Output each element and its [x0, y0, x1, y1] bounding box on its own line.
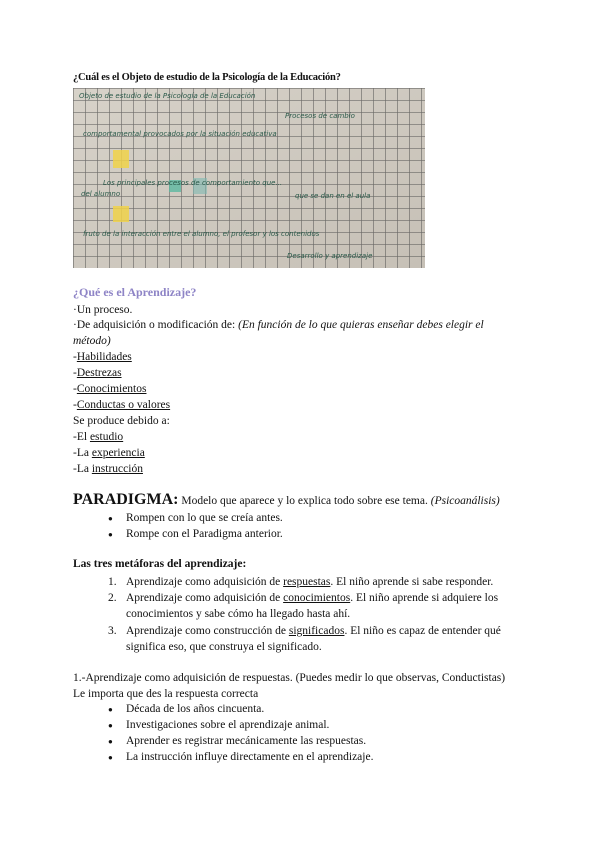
learning-line: método) [73, 335, 111, 347]
section1-bullet: ● La instrucción influye directamente en el aprendizaje. [108, 751, 355, 763]
section1-bullet: ● Investigaciones sobre el aprendizaje animal. [108, 719, 311, 731]
learning-cause: -La instrucción [73, 463, 143, 475]
section1-sub: Le importa que des la respuesta correcta [73, 688, 259, 700]
photo-line: que se dan en el aula [295, 192, 371, 200]
learning-item: -Destrezas [73, 367, 122, 379]
photo-line: Objeto de estudio de la Psicología de la Educación [79, 92, 256, 100]
photo-line: Los principales procesos de comportamiento que... [103, 179, 283, 187]
learning-cause: -La experiencia [73, 447, 145, 459]
photo-line: comportamental provocados por la situación educativa [83, 130, 277, 138]
learning-item: -Habilidades [73, 351, 132, 363]
question-heading-object: ¿Cuál es el Objeto de estudio de la Psicología de la Educación? [73, 72, 341, 83]
photo-line: del alumno [81, 190, 121, 198]
learning-due: Se produce debido a: [73, 415, 170, 427]
section1-bullet: ● Década de los años cincuenta. [108, 703, 246, 715]
learning-line: ·Un proceso. [73, 304, 133, 316]
section1-title: 1.-Aprendizaje como adquisición de respuestas. (Puedes medir lo que observas, Conductistas) [73, 672, 506, 684]
section1-bullet: ● Aprender es registrar mecánicamente las respuestas. [108, 735, 348, 747]
paradigma-definition: PARADIGMA: Modelo que aparece y lo explica todo sobre ese tema. (Psicoanálisis) [73, 491, 500, 508]
learning-item: -Conductas o valores [73, 399, 171, 411]
photo-line: fruto de la interacción entre el alumno, el profesor y los contenidos [83, 230, 320, 238]
learning-line: ·De adquisición o modificación de: (En función de lo que quieras enseñar debes elegir el [73, 319, 484, 331]
photo-line: Desarrollo y aprendizaje [287, 252, 373, 260]
learning-item: -Conocimientos [73, 383, 147, 395]
paradigma-bullet: ● Rompe con el Paradigma anterior. [108, 528, 265, 540]
paradigma-bullet: ● Rompen con lo que se creía antes. [108, 512, 265, 524]
photo-line: Procesos de cambio [285, 112, 355, 120]
metaphors-heading: Las tres metáforas del aprendizaje: [73, 558, 247, 570]
learning-cause: -El estudio [73, 431, 124, 443]
question-heading-learning: ¿Qué es el Aprendizaje? [73, 285, 197, 299]
document-page: ¿Cuál es el Objeto de estudio de la Psicología de la Educación? Objeto de estudio de la Psicología de la Educación Procesos de cambio comportamental provocados por la situación educativa Los principales procesos de comportamiento que... del alumno que se dan en el aula fruto de la interacción entre el alumno, el profesor y los contenidos Desarrollo y aprendizaje ¿Qué es el Aprendizaje? ·Un proceso. ·De adquisición o modificación de: (En función de lo que quieras enseñar debes elegir el método) -Habilidades -Destrezas -Conocimientos -Conductas o valores Se produce debido a: -El estudio -La experiencia -La instrucción PARADIGMA: Modelo que aparece y lo explica todo sobre ese tema. (Psicoanálisis) ● Rompen con lo que se creía antes. ● Rompe con el Paradigma anterior. Las tres metáforas del aprendizaje: 1. Aprendizaje como adquisición de respuestas. El niño aprende si sabe responder. 2. Aprendizaje como adquisición de conocimientos. El niño aprende si adquiere los conocimientos y sabe cómo ha llegado hasta ahí. 3. Aprendizaje como construcción de significados. El niño es capaz de entender qué significa eso, que construya el significado. 1.-Aprendizaje como adquisición de respuestas. (Puedes medir lo que observas, Conductistas) Le importa que des la respuesta correcta ● Década de los años cincuenta. ● Investigaciones sobre el aprendizaje animal. ● Aprender es registrar mecánicamente las respuestas. ● La instrucción influye directamente en el aprendizaje. [0, 0, 600, 848]
handwritten-notes-photo [73, 88, 425, 268]
